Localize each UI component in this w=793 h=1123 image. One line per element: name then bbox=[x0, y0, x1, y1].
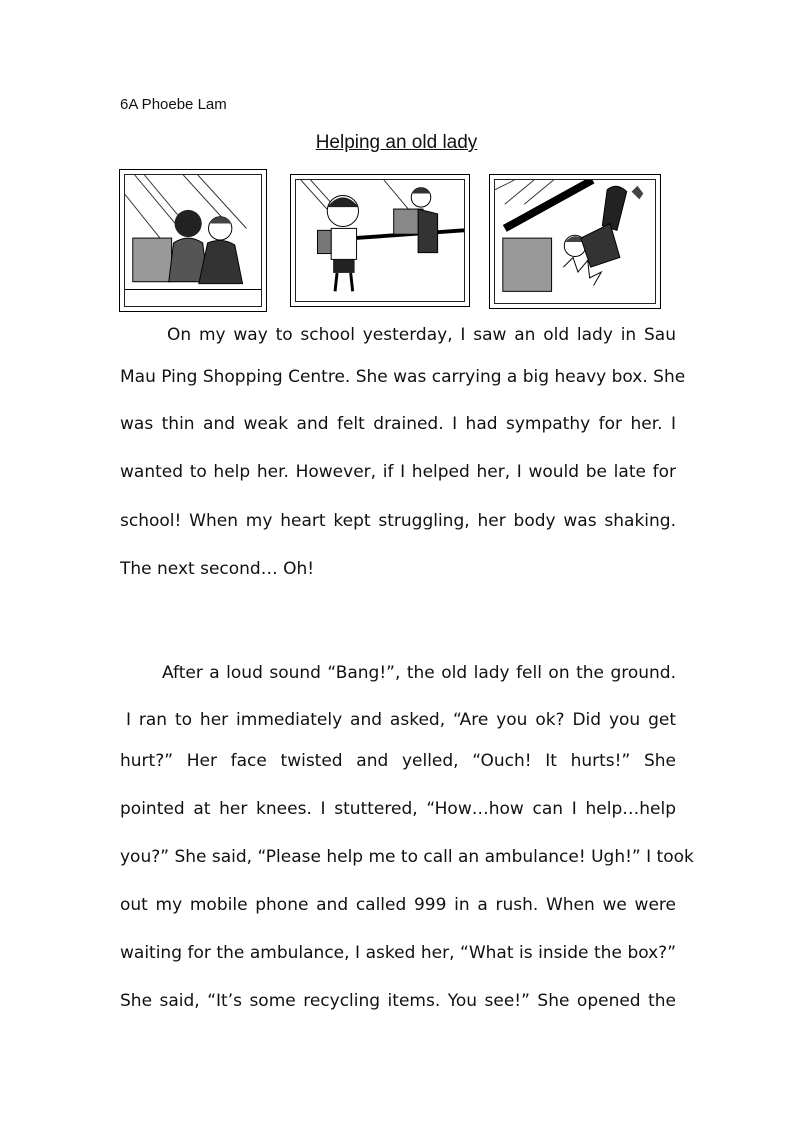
paragraph-1-line-4: wanted to help her. However, if I helped her, I would be late for bbox=[120, 462, 676, 482]
page-title: Helping an old lady bbox=[315, 132, 478, 153]
paragraph-2-line-7: waiting for the ambulance, I asked her, “What is inside the box?” bbox=[120, 943, 676, 963]
paragraph-1-line-5: school! When my heart kept struggling, her body was shaking. bbox=[120, 511, 676, 531]
picture-1 bbox=[119, 169, 267, 312]
paragraph-1-line-2: Mau Ping Shopping Centre. She was carrying a big heavy box. She bbox=[120, 367, 686, 387]
paragraph-2-line-2: I ran to her immediately and asked, “Are you ok? Did you get bbox=[126, 710, 676, 730]
lady-falling-illustration bbox=[495, 180, 655, 303]
boy-seeing-lady-carrying-box-illustration bbox=[296, 180, 464, 301]
paragraph-2-line-8: She said, “It’s some recycling items. You see!” She opened the bbox=[120, 991, 676, 1011]
picture-2 bbox=[290, 174, 470, 307]
paragraph-1-line-1: On my way to school yesterday, I saw an old lady in Sau bbox=[167, 325, 676, 345]
picture-3 bbox=[489, 174, 661, 309]
paragraph-1-line-3: was thin and weak and felt drained. I had sympathy for her. I bbox=[120, 414, 676, 434]
paragraph-1-line-6: The next second… Oh! bbox=[120, 559, 315, 579]
boy-helping-lady-illustration bbox=[125, 175, 261, 306]
paragraph-2-line-4: pointed at her knees. I stuttered, “How…how can I help…help bbox=[120, 799, 676, 819]
paragraph-2-line-5: you?” She said, “Please help me to call an ambulance! Ugh!” I took bbox=[120, 847, 694, 867]
author-name: 6A Phoebe Lam bbox=[120, 96, 227, 113]
paragraph-2-line-1: After a loud sound “Bang!”, the old lady fell on the ground. bbox=[162, 663, 676, 683]
paragraph-2-line-3: hurt?” Her face twisted and yelled, “Ouch! It hurts!” She bbox=[120, 751, 676, 771]
paragraph-2-line-6: out my mobile phone and called 999 in a rush. When we were bbox=[120, 895, 676, 915]
